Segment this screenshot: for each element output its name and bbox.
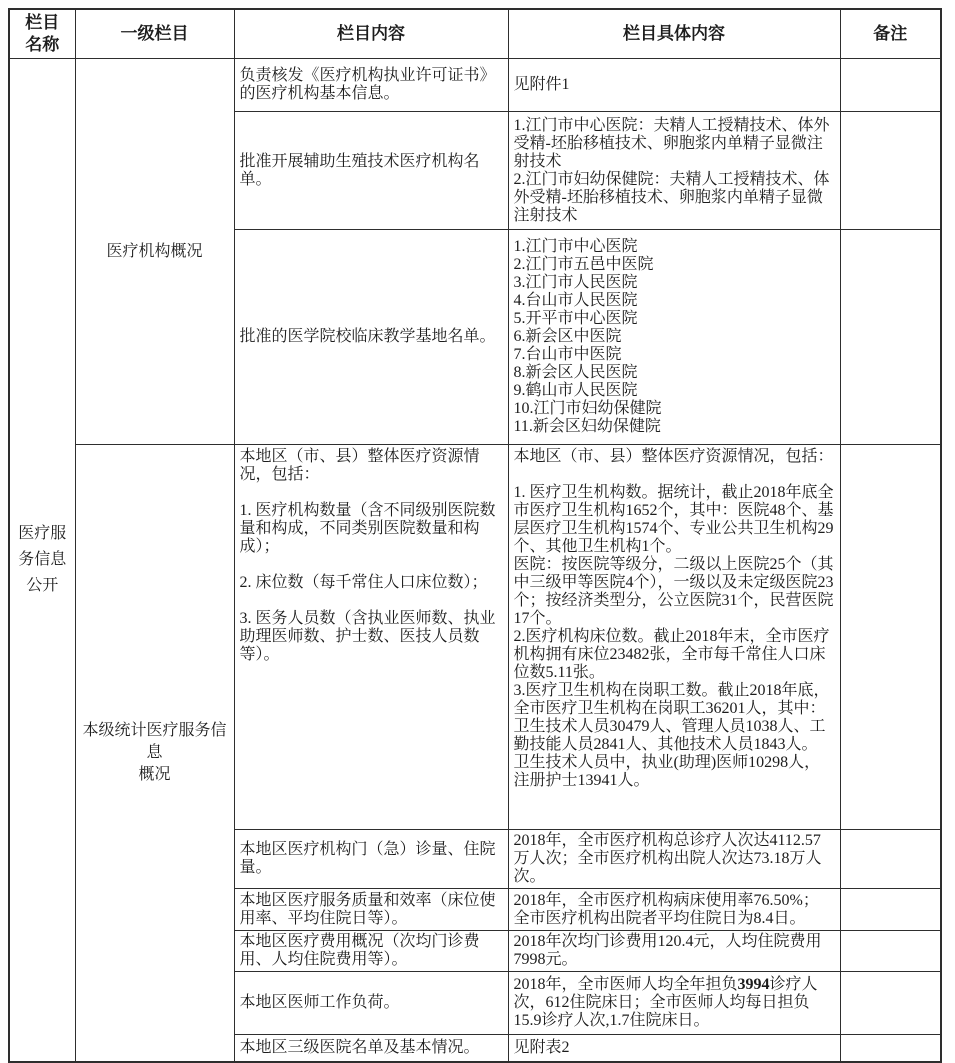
detail-text-part: 2018年，全市医师人均全年担负 [513,976,738,993]
detail-cell [508,972,840,1035]
header-first-level-column: 一级栏目 [75,9,234,59]
detail-cell: 2018年次均门诊费用120.4元，人均住院费用7998元。 [508,931,840,972]
content-cell: 本地区医疗费用概况（次均门诊费用、人均住院费用等）。 [234,931,508,972]
detail-text-bold-value: 3994 [737,976,770,993]
detail-cell: 1.江门市中心医院：夫精人工授精技术、体外受精-坯胎移植技术、卵胞浆内单精子显微注射技术 2.江门市妇幼保健院：夫精人工授精技术、体外受精-坯胎移植技术、卵胞浆内单精子显微注射技术 [508,112,840,230]
remark-cell [840,445,941,830]
remark-cell [840,931,941,972]
remark-cell [840,830,941,889]
column-catalog-table [8,8,942,1063]
detail-cell: 见附件1 [508,59,840,112]
header-remark: 备注 [840,9,941,59]
group-cell-medical-institutions: 医疗机构概况 [75,59,234,445]
remark-cell [840,1035,941,1062]
detail-cell: 本地区（市、县）整体医疗资源情况，包括： 1. 医疗卫生机构数。据统计，截止2018年底全市医疗卫生机构1652个，其中：医院48个、基层医疗卫生机构1574个、专业公共卫生机构29个、其他卫生机构1个。 医院：按医院等级分，二级以上医院25个（其中三级甲等医院4个），一级以及未定级医院23个；按经济类型分，公立医院31个，民营医院17个。 2.医疗机构床位数。截止2018年末，全市医疗机构拥有床位23482张，全市每千常住人口床位数5.11张。 3.医疗卫生机构在岗职工数。截止2018年底，全市医疗卫生机构在岗职工36201人，其中：卫生技术人员30479人、管理人员1038人、工勤技能人员2841人、其他技术人员1843人。 卫生技术人员中，执业(助理)医师10298人，注册护士13941人。 [508,445,840,830]
category-cell: 医疗服 务信息 公开 [9,59,75,1062]
header-column-content: 栏目内容 [234,9,508,59]
detail-cell: 1.江门市中心医院 2.江门市五邑中医院 3.江门市人民医院 4.台山市人民医院 5.开平市中心医院 6.新会区中医院 7.台山市中医院 8.新会区人民医院 9.鹤山市人民医院 10.江门市妇幼保健院 11.新会区妇幼保健院 [508,230,840,445]
remark-cell [840,972,941,1035]
content-cell: 本地区三级医院名单及基本情况。 [234,1035,508,1062]
content-cell: 批准的医学院校临床教学基地名单。 [234,230,508,445]
group-cell-statistics-overview: 本级统计医疗服务信息 概况 [75,445,234,1062]
content-cell: 本地区医疗服务质量和效率（床位使用率、平均住院日等）。 [234,889,508,931]
content-cell: 本地区医师工作负荷。 [234,972,508,1035]
content-cell: 本地区（市、县）整体医疗资源情况，包括： 1. 医疗机构数量（含不同级别医院数量和构成，不同类别医院数量和构成）； 2. 床位数（每千常住人口床位数）； 3. 医务人员数（含执业医师数、执业助理医师数、护士数、医技人员数等）。 [234,445,508,830]
remark-cell [840,230,941,445]
detail-cell: 2018年，全市医疗机构病床使用率76.50%；全市医疗机构出院者平均住院日为8.4日。 [508,889,840,931]
remark-cell [840,112,941,230]
detail-cell: 2018年，全市医疗机构总诊疗人次达4112.57万人次；全市医疗机构出院人次达73.18万人次。 [508,830,840,889]
header-row [9,9,941,59]
content-cell: 负责核发《医疗机构执业许可证书》的医疗机构基本信息。 [234,59,508,112]
remark-cell [840,889,941,931]
detail-text-part: 诊疗人次，612住院床日；全市医师人均每日担负15.9诊疗人次,1.7住院床日。 [513,976,818,1029]
table-row [9,445,941,830]
header-column-name: 栏目 名称 [9,9,75,59]
content-cell: 批准开展辅助生殖技术医疗机构名单。 [234,112,508,230]
detail-cell: 见附表2 [508,1035,840,1062]
table-row [9,59,941,112]
remark-cell [840,59,941,112]
content-cell: 本地区医疗机构门（急）诊量、住院量。 [234,830,508,889]
header-column-detail: 栏目具体内容 [508,9,840,59]
